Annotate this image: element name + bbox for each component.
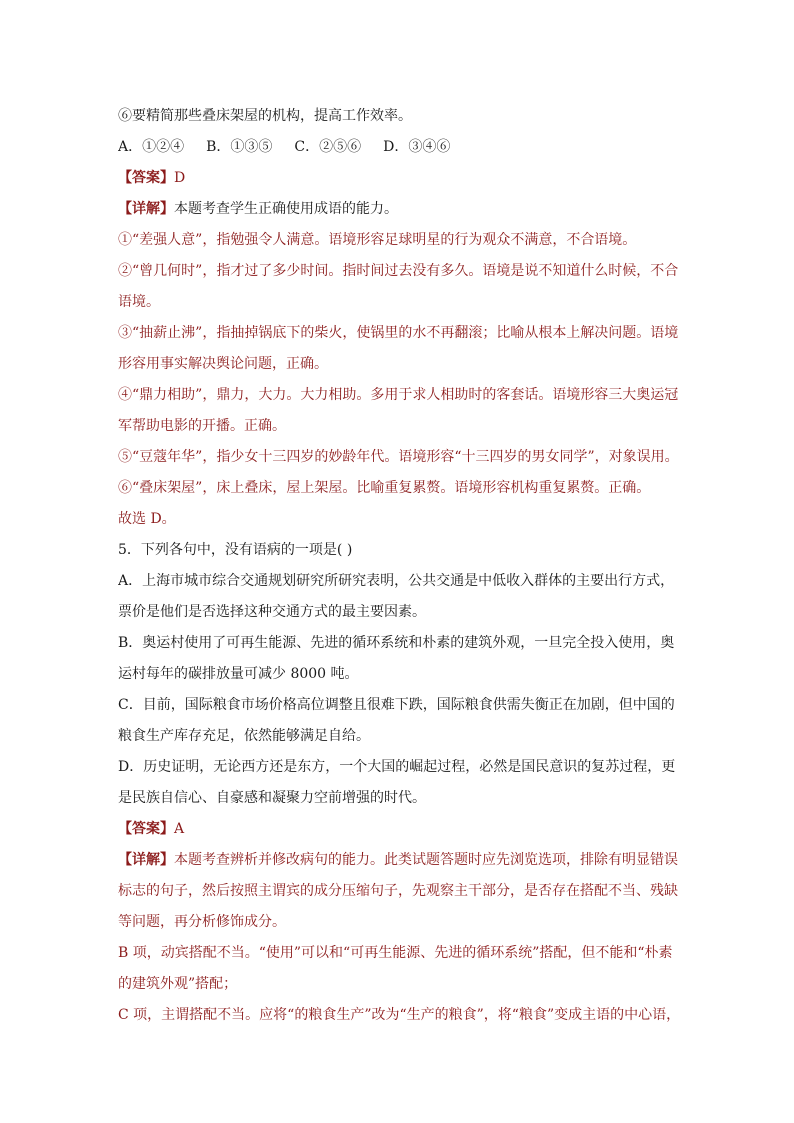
- q4-item-6: ⑥要精简那些叠床架屋的机构，提高工作效率。: [118, 108, 412, 124]
- q5-option-b: B．奥运村使用了可再生能源、先进的循环系统和朴素的建筑外观，一旦完全投入使用，奥: [118, 635, 675, 651]
- answer-value: A: [174, 821, 185, 837]
- q4-answer: [118, 163, 688, 194]
- q4-note-4-cont: 军帮助电影的开播。正确。: [118, 418, 286, 434]
- q5-answer: [118, 814, 688, 845]
- q5-b-analysis-cont: 的建筑外观”搭配；: [118, 976, 238, 992]
- q4-note-2: ②“曾几何时”，指才过了多少时间。指时间过去没有多久。语境是说不知道什么时候，不合: [118, 263, 679, 279]
- q5-stem: 5．下列各句中，没有语病的一项是( ): [118, 542, 353, 558]
- detail-label: 【详解】: [118, 852, 174, 868]
- q4-option-a: A．①②④: [118, 139, 185, 155]
- answer-label: 【答案】: [118, 170, 174, 186]
- q4-note-3: ③“抽薪止沸”，指抽掉锅底下的柴火，使锅里的水不再翻滚；比喻从根本上解决问题。语境: [118, 325, 679, 341]
- q5-option-a: A．上海市城市综合交通规划研究所研究表明，公共交通是中低收入群体的主要出行方式，: [118, 573, 675, 589]
- q4-option-c: C．②⑤⑥: [294, 139, 362, 155]
- q4-note-1: ①“差强人意”，指勉强令人满意。语境形容足球明星的行为观众不满意，不合语境。: [118, 232, 637, 248]
- q5-detail-line-2: 标志的句子，然后按照主谓宾的成分压缩句子，先观察主干部分，是否存在搭配不当、残缺: [118, 883, 678, 899]
- detail-line-1: 本题考查辨析并修改病句的能力。此类试题答题时应先浏览选项，排除有明显错误: [174, 852, 678, 868]
- answer-value: D: [174, 170, 186, 186]
- detail-label: 【详解】: [118, 201, 174, 217]
- q4-option-b: B．①③⑤: [206, 139, 273, 155]
- q4-options: [118, 132, 688, 163]
- detail-text: 本题考查学生正确使用成语的能力。: [174, 201, 398, 217]
- q4-note-3-cont: 形容用事实解决舆论问题，正确。: [118, 356, 328, 372]
- q5-option-d-cont: 是民族自信心、自豪感和凝聚力空前增强的时代。: [118, 790, 426, 806]
- q5-c-analysis: C 项，主谓搭配不当。应将“的粮食生产”改为“生产的粮食”，将“粮食”变成主语的中心语，: [118, 1007, 681, 1023]
- q4-conclusion: 故选 D。: [118, 511, 176, 527]
- q5-b-analysis: B 项，动宾搭配不当。“使用”可以和“可再生能源、先进的循环系统”搭配，但不能和“朴素: [118, 945, 673, 961]
- content-body: [118, 101, 688, 1031]
- q5-option-d: D．历史证明，无论西方还是东方，一个大国的崛起过程，必然是国民意识的复苏过程，更: [118, 759, 676, 775]
- q5-detail-line-3: 等问题，再分析修饰成分。: [118, 914, 286, 930]
- q4-note-5: ⑤“豆蔻年华”，指少女十三四岁的妙龄年代。语境形容“十三四岁的男女同学”，对象误用。: [118, 449, 679, 465]
- q4-note-6: ⑥“叠床架屋”，床上叠床，屋上架屋。比喻重复累赘。语境形容机构重复累赘。正确。: [118, 480, 651, 496]
- q5-detail: [118, 845, 688, 876]
- q5-option-b-cont: 运村每年的碳排放量可减少 8000 吨。: [118, 666, 359, 682]
- q4-note-2-cont: 语境。: [118, 294, 160, 310]
- q4-note-4: ④“鼎力相助”，鼎力，大力。大力相助。多用于求人相助时的客套话。语境形容三大奥运冠: [118, 387, 679, 403]
- q5-option-c: C．目前，国际粮食市场价格高位调整且很难下跌，国际粮食供需失衡正在加剧，但中国的: [118, 697, 675, 713]
- answer-label: 【答案】: [118, 821, 174, 837]
- q4-option-d: D．③④⑥: [383, 139, 451, 155]
- q5-option-a-cont: 票价是他们是否选择这种交通方式的最主要因素。: [118, 604, 426, 620]
- q5-option-c-cont: 粮食生产库存充足，依然能够满足自给。: [118, 728, 370, 744]
- q4-detail: [118, 194, 688, 225]
